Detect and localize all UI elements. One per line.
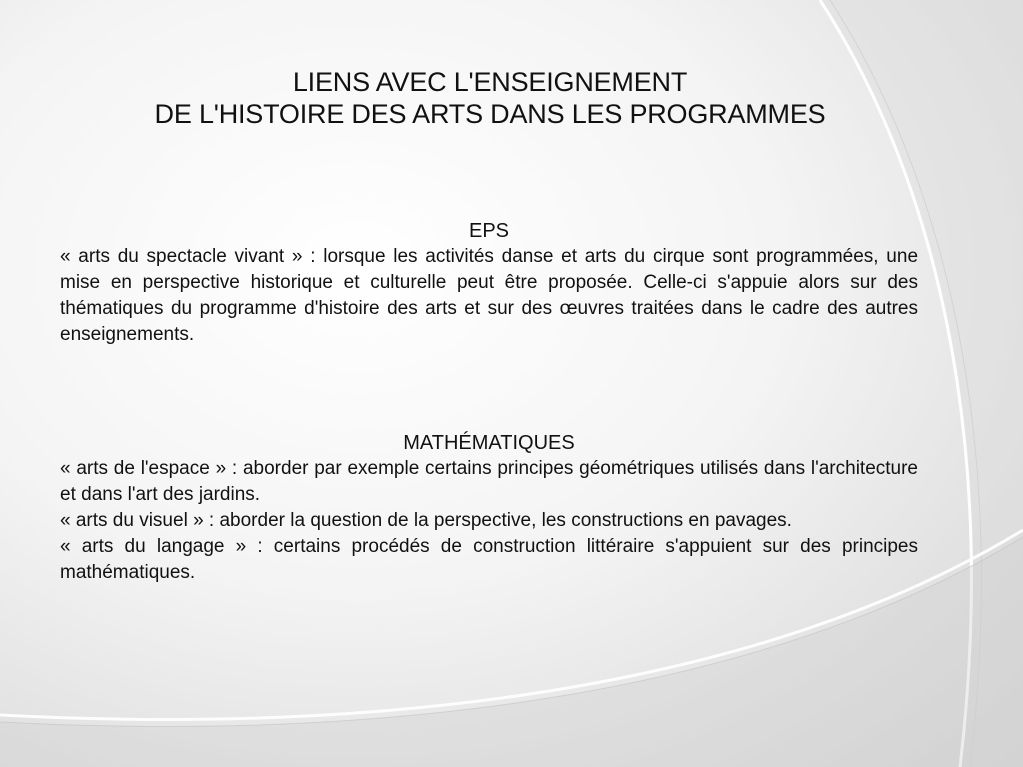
math-item — [60, 508, 918, 534]
page-title — [60, 66, 920, 130]
title-line-2: DE L'HISTOIRE DES ARTS DANS LES PROGRAMMES — [154, 99, 826, 129]
math-item — [60, 534, 918, 586]
eps-text: lorsque les activités danse et arts du cirque sont programmées, une mise en perspective historique et culturelle peut être proposée. Celle-ci s'appuie alors sur des thématiques du programme d'histoire des arts et sur des œuvres traitées dans le cadre des autres enseignements. — [60, 246, 919, 345]
math-item-term: « arts de l'espace » : — [60, 458, 238, 479]
math-item-term: « arts du langage » : — [60, 536, 263, 557]
eps-paragraph — [60, 244, 918, 348]
math-item-text: aborder la question de la perspective, les constructions en pavages. — [214, 510, 792, 531]
math-item — [60, 456, 918, 508]
math-item-text: aborder par exemple certains principes géométriques utilisés dans l'architecture et dans l'art des jardins. — [60, 458, 918, 505]
math-section — [60, 430, 918, 586]
math-heading: MATHÉMATIQUES — [403, 432, 575, 454]
math-item-term: « arts du visuel » : — [60, 510, 215, 531]
eps-term: « arts du spectacle vivant » : — [60, 246, 316, 267]
eps-section — [60, 218, 918, 348]
title-line-1: LIENS AVEC L'ENSEIGNEMENT — [292, 67, 688, 97]
eps-heading: EPS — [468, 220, 510, 242]
math-item-text: certains procédés de construction littéraire s'appuient sur des principes mathématiques. — [60, 536, 918, 583]
